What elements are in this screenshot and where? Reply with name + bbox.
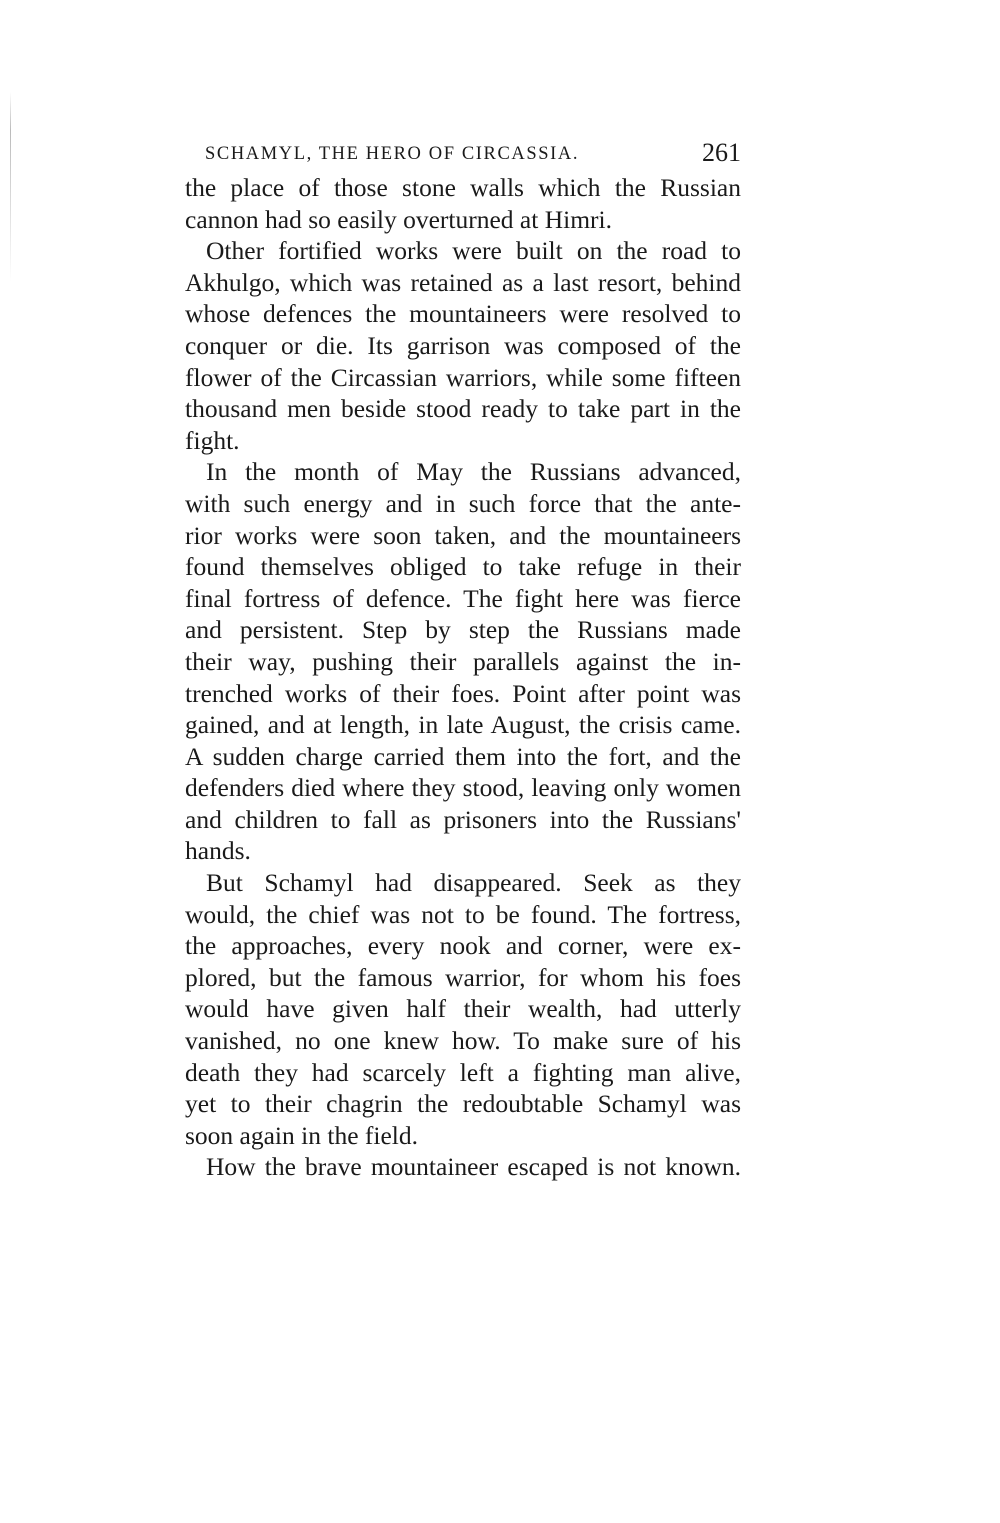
text-line: found themselves obliged to take refuge in their [185, 552, 741, 582]
text-line: and children to fall as prisoners into the Russians' [185, 804, 741, 834]
text-line: Akhulgo, which was retained as a last resort, behind [185, 267, 741, 297]
text-line: vanished, no one knew how. To make sure of his [185, 1026, 741, 1056]
text-line: would, the chief was not to be found. The fortress, [185, 899, 741, 929]
text-line: whose defences the mountaineers were resolved to [185, 299, 741, 329]
text-line: defenders died where they stood, leaving only women [185, 773, 741, 803]
text-line: flower of the Circassian warriors, while some fifteen [185, 362, 741, 392]
body-text [185, 172, 741, 1183]
text-line: with such energy and in such force that the ante- [185, 488, 741, 518]
text-line: But Schamyl had disappeared. Seek as they [206, 868, 741, 898]
text-line: In the month of May the Russians advanced, [206, 457, 741, 487]
text-line: fight. [185, 425, 240, 455]
text-line: the place of those stone walls which the Russian [185, 173, 741, 202]
text-line: final fortress of defence. The fight here was fierce [185, 583, 741, 613]
text-line: rior works were soon taken, and the mountaineers [185, 520, 741, 550]
text-line: cannon had so easily overturned at Himri. [185, 204, 613, 234]
running-title: SCHAMYL, THE HERO OF CIRCASSIA. [205, 144, 580, 164]
text-line: Other fortified works were built on the road to [206, 236, 741, 266]
text-line: conquer or die. Its garrison was composed of the [185, 330, 741, 360]
text-line: trenched works of their foes. Point after point was [185, 678, 741, 708]
text-line: soon again in the field. [185, 1120, 418, 1150]
text-line: A sudden charge carried them into the fort, and the [185, 741, 741, 771]
running-head [185, 138, 741, 172]
text-line: plored, but the famous warrior, for whom his foes [185, 962, 741, 992]
text-line: the approaches, every nook and corner, were ex- [185, 931, 741, 961]
scan-margin-mark [10, 92, 11, 282]
text-line: gained, and at length, in late August, the crisis came. [185, 710, 741, 740]
text-line: would have given half their wealth, had utterly [185, 994, 741, 1024]
text-line: yet to their chagrin the redoubtable Schamyl was [185, 1089, 741, 1119]
page-number: 261 [702, 138, 741, 167]
text-line: their way, pushing their parallels against the in- [185, 646, 741, 676]
text-line: death they had scarcely left a fighting man alive, [185, 1057, 741, 1087]
text-line: How the brave mountaineer escaped is not known. [206, 1152, 741, 1182]
text-line: hands. [185, 836, 251, 866]
text-line: thousand men beside stood ready to take part in the [185, 394, 741, 424]
text-line: and persistent. Step by step the Russians made [185, 615, 741, 645]
